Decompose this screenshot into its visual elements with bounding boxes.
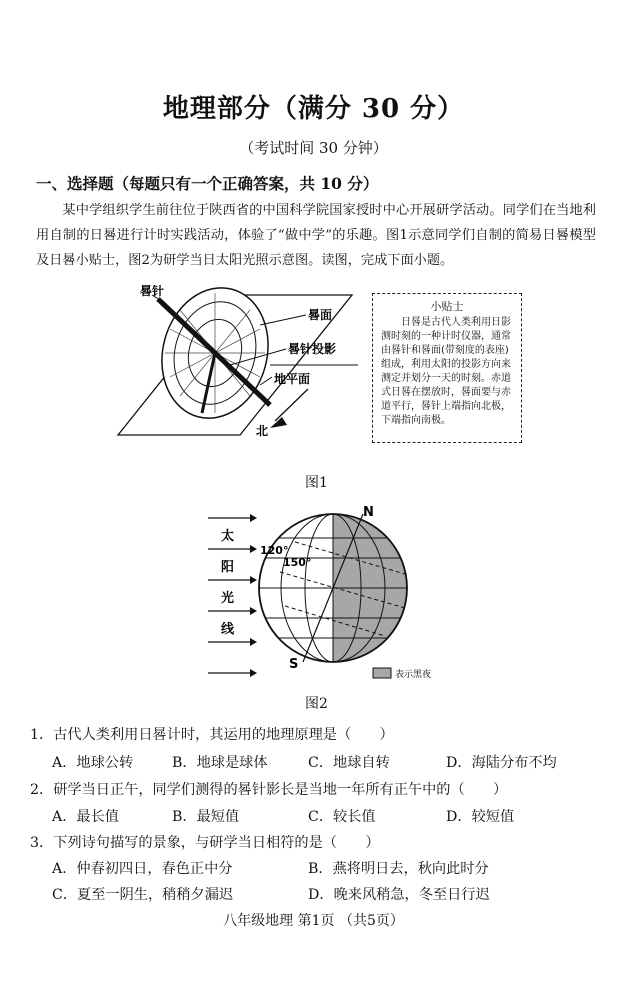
- sun-label-4: 线: [221, 622, 235, 637]
- question-3-stem: 3．下列诗句描写的景象，与研学当日相符的是（ ）: [30, 835, 380, 851]
- question-3-option-b: B．燕将明日去，秋向此时分: [308, 861, 489, 877]
- label-gnomon: 晷针: [140, 285, 165, 298]
- question-1-option-a: A．地球公转: [52, 755, 134, 771]
- lon-150-label: 150°: [283, 556, 312, 569]
- north-arrow-icon: [270, 417, 287, 428]
- label-ground: 地平面: [274, 372, 311, 386]
- night-side: [333, 510, 413, 670]
- sun-label-3: 光: [221, 591, 235, 606]
- south-pole-label: S: [289, 657, 299, 672]
- sundial-diagram: [110, 285, 370, 445]
- question-2-option-b: B．最短值: [172, 809, 240, 825]
- page-footer: 八年级地理 第1页 （共5页）: [223, 913, 404, 929]
- question-2-stem: 2．研学当日正午，同学们测得的晷针影长是当地一年所有正午中的（ ）: [30, 782, 508, 798]
- intro-paragraph: 某中学组织学生前往位于陕西省的中国科学院国家授时中心开展研学活动。同学们在当地利用自制的日晷进行计时实践活动，体验了“做中学”的乐趣。图1示意同学们自制的简易日晷模型及日晷小贴士，图2为研学当日太阳光照示意图。读图，完成下面小题。: [36, 203, 596, 268]
- label-dial: 晷面: [308, 308, 333, 322]
- question-2-option-d: D．较短值: [446, 809, 515, 825]
- section-heading: 一、选择题（每题只有一个正确答案，共 10 分）: [36, 174, 379, 193]
- exam-time: （考试时间 30 分钟）: [239, 139, 388, 157]
- figure1-caption: 图1: [305, 475, 328, 491]
- tip-box: [372, 293, 522, 443]
- sun-ray-arrows: [250, 514, 257, 677]
- tip-title: 小贴士: [430, 300, 464, 313]
- north-line: [275, 389, 308, 421]
- question-1-stem: 1．古代人类利用日晷计时，其运用的地理原理是（ ）: [30, 727, 394, 743]
- question-1-option-b: B．地球是球体: [172, 755, 268, 771]
- leader-dial: [260, 315, 306, 325]
- legend-swatch: [373, 668, 391, 678]
- sun-label-2: 阳: [221, 560, 235, 575]
- page-title: 地理部分（满分 30 分）: [162, 94, 465, 124]
- label-shadow: 晷针投影: [288, 342, 337, 356]
- question-3-option-a: A．仲春初四日，春色正中分: [52, 861, 233, 877]
- question-1-option-d: D．海陆分布不均: [446, 755, 557, 771]
- sun-label-1: 太: [221, 529, 235, 544]
- question-2-option-c: C．较长值: [308, 809, 376, 825]
- question-3-option-d: D．晚来风稍急，冬至日行迟: [308, 887, 490, 903]
- figure2-caption: 图2: [305, 696, 328, 712]
- question-1-option-c: C．地球自转: [308, 755, 390, 771]
- label-north: 北: [256, 424, 269, 438]
- legend-text: 表示黑夜: [395, 670, 432, 680]
- question-2-option-a: A．最长值: [52, 809, 119, 825]
- lon-120-label: 120°: [260, 544, 289, 557]
- north-pole-label: N: [363, 505, 374, 520]
- tip-body: 日晷是古代人类利用日影测时刻的一种计时仪器，通常由晷针和晷面(带刻度的表座)组成，利用太阳的投影方向来测定并划分一天的时刻。赤道式日晷在摆放时，晷面要与赤道平行，晷针上端指向北极，下端指向南极。: [381, 317, 511, 426]
- illumination-globe: [205, 502, 445, 682]
- question-3-option-c: C．夏至一阴生，稍稍夕漏迟: [52, 887, 234, 903]
